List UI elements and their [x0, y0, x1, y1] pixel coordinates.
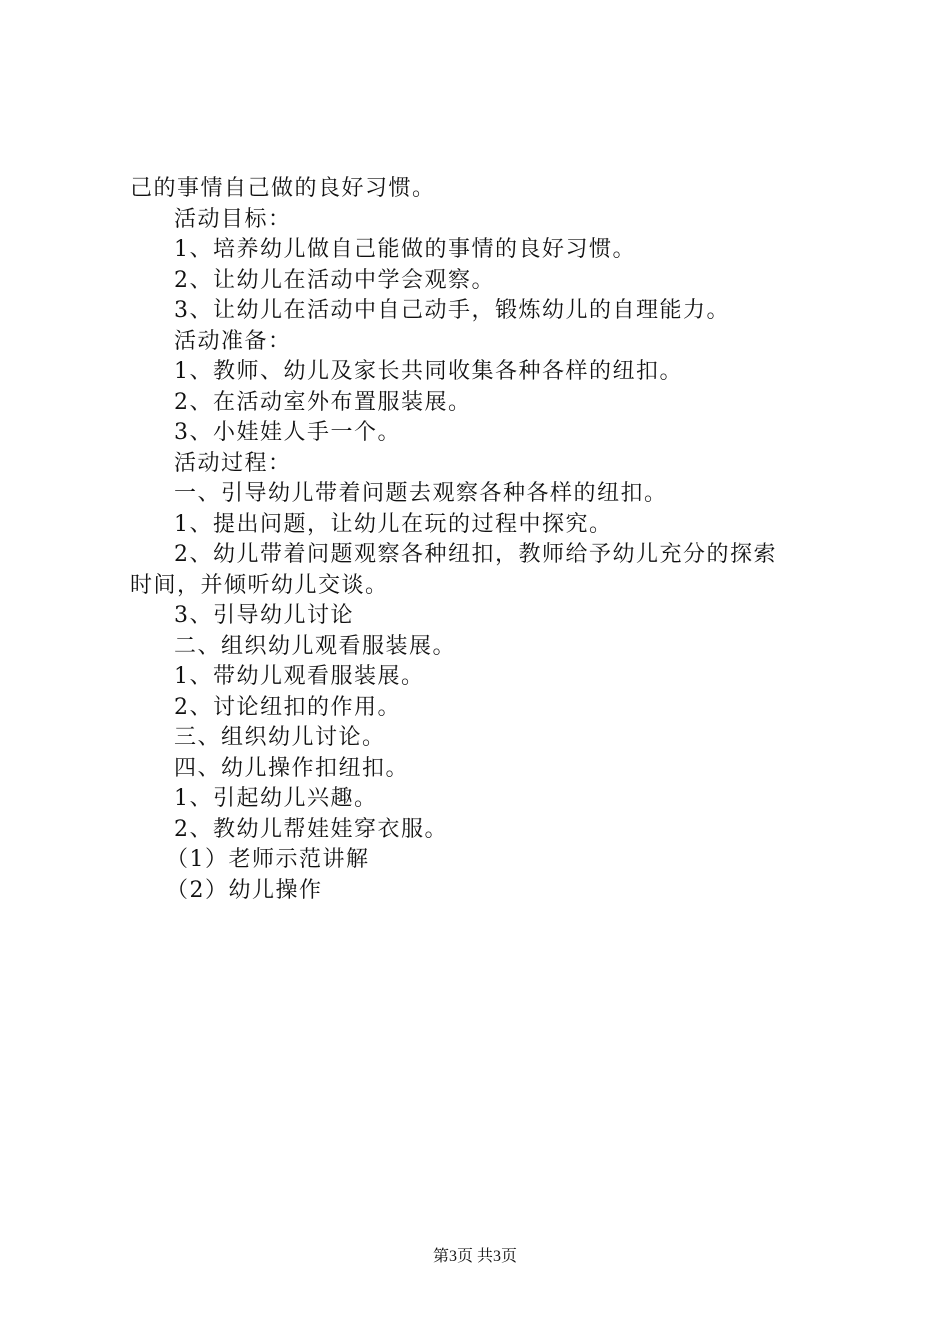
paragraph-line: 己的事情自己做的良好习惯。: [130, 176, 436, 201]
list-item: 2、让幼儿在活动中学会观察。: [174, 267, 495, 293]
list-item: 四、幼儿操作扣纽扣。: [174, 755, 410, 781]
section-heading: 活动准备：: [174, 328, 292, 354]
page-number: 第3页 共3页: [432, 1248, 517, 1265]
list-item: 3、让幼儿在活动中自己动手，锻炼幼儿的自理能力。: [174, 298, 730, 323]
sub-list-item: （2）幼儿操作: [166, 877, 323, 903]
list-item: 1、提出问题，让幼儿在玩的过程中探究。: [174, 511, 613, 537]
list-item: 1、带幼儿观看服装展。: [174, 664, 425, 689]
list-item: 3、小娃娃人手一个。: [174, 420, 401, 445]
paragraph-line: 时间，并倾听幼儿交谈。: [130, 572, 389, 598]
list-item: 1、教师、幼儿及家长共同收集各种各样的纽扣。: [174, 359, 683, 384]
list-item: 一、引导幼儿带着问题去观察各种各样的纽扣。: [174, 481, 668, 506]
list-item: 2、在活动室外布置服装展。: [174, 389, 472, 415]
list-item: 2、教幼儿帮娃娃穿衣服。: [174, 816, 448, 842]
sub-list-item: （1）老师示范讲解: [166, 847, 370, 872]
section-heading: 活动过程：: [174, 450, 292, 476]
document-body: [130, 174, 830, 906]
list-item: 2、讨论纽扣的作用。: [174, 694, 401, 720]
list-item: 三、组织幼儿讨论。: [174, 725, 386, 750]
section-heading: 活动目标：: [174, 206, 292, 232]
list-item: 3、引导幼儿讨论: [174, 603, 354, 628]
list-item: 1、引起幼儿兴趣。: [174, 786, 378, 811]
list-item: 1、培养幼儿做自己能做的事情的良好习惯。: [174, 237, 636, 262]
list-item: 二、组织幼儿观看服装展。: [174, 633, 457, 659]
list-item: 2、幼儿带着问题观察各种纽扣，教师给予幼儿充分的探索: [174, 542, 777, 567]
